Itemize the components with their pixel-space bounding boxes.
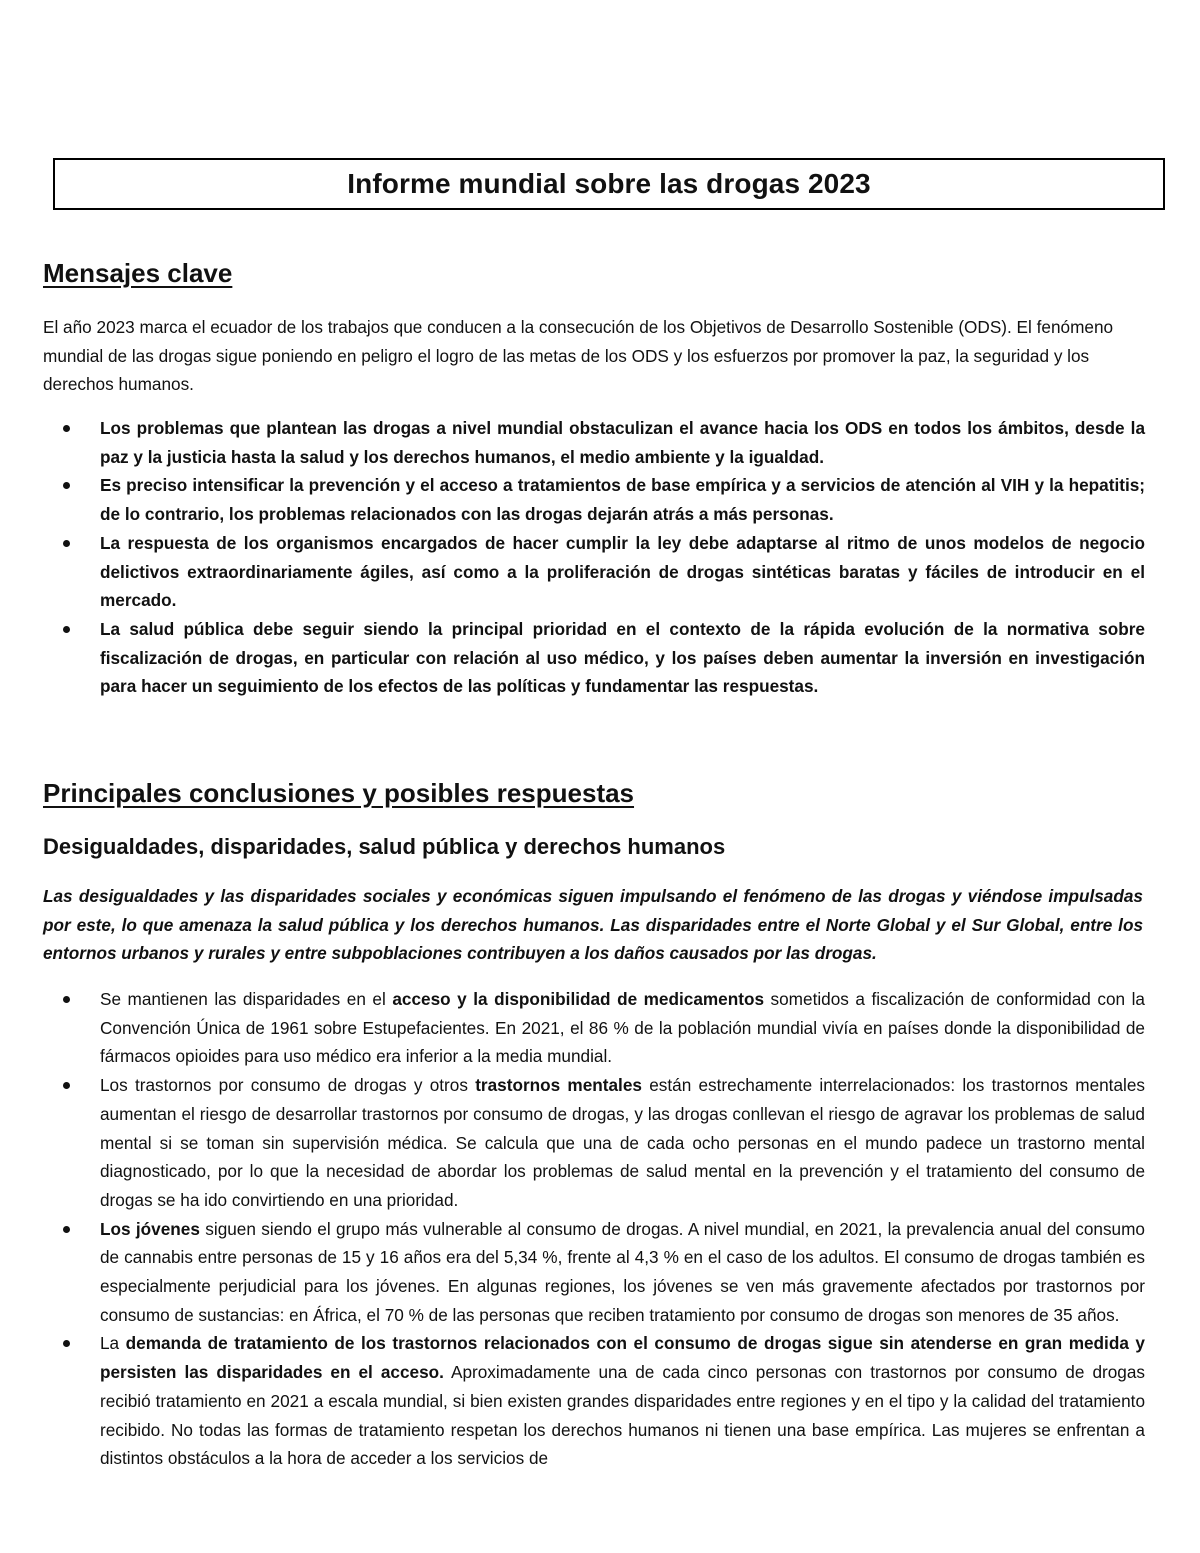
list-item	[0, 414, 1145, 471]
conclusions-summary: Las desigualdades y las disparidades sociales y económicas siguen impulsando el fenómeno de las drogas y viéndose impulsadas por este, lo que amenaza la salud pública y los derechos humanos. Las disparidades entre el Norte Global y el Sur Global, entre los entornos urbanos y rurales y entre subpoblaciones contribuyen a los daños causados por las drogas.	[43, 886, 1143, 964]
list-item-text-lead: Se mantienen las disparidades en el	[100, 989, 393, 1009]
list-item	[0, 529, 1145, 615]
bullet-icon	[63, 1082, 70, 1089]
list-item-text-bold: Los jóvenes	[100, 1218, 200, 1239]
list-item-text-lead: Los trastornos por consumo de drogas y otros	[100, 1075, 476, 1096]
bullet-icon	[63, 626, 70, 633]
list-item	[0, 1215, 1145, 1330]
list-item-text: Es preciso intensificar la prevención y el acceso a tratamientos de base empírica y a servicios de atención al VIH y la hepatitis; de lo contrario, los problemas relacionados con las drogas dejarán atrás a más personas.	[100, 475, 1145, 525]
list-item-text-rest: sometidos a fiscalización de conformidad con la Convención Única de 1961 sobre Estupefacientes. En 2021, el 86 % de la población mundial vivía en países donde la disponibilidad de fármacos opioides para uso médico era inferior a la media mundial.	[100, 989, 1145, 1067]
conclusions-list	[0, 985, 1145, 1473]
list-item-text-bold: trastornos mentales	[475, 1075, 642, 1096]
list-item-text-rest: están estrechamente interrelacionados: los trastornos mentales aumentan el riesgo de desarrollar trastornos por consumo de drogas, y las drogas conllevan el riesgo de agravar los problemas de salud mental si se toman sin supervisión médica. Se calcula que una de cada ocho personas en el mundo padece un trastorno mental diagnosticado, por lo que la necesidad de abordar los problemas de salud mental en la prevención y el tratamiento del consumo de drogas se ha ido convirtiendo en una prioridad.	[100, 1075, 1145, 1210]
list-item	[0, 1329, 1145, 1473]
key-messages-intro: El año 2023 marca el ecuador de los trabajos que conducen a la consecución de los Objetivos de Desarrollo Sostenible (ODS). El fenómeno mundial de las drogas sigue poniendo en peligro el logro de las metas de los ODS y los esfuerzos por promover la paz, la seguridad y los derechos humanos.	[43, 317, 1114, 395]
list-item	[0, 985, 1145, 1071]
bullet-icon	[63, 482, 70, 489]
bullet-icon	[63, 1340, 70, 1347]
list-item-text-rest: siguen siendo el grupo más vulnerable al consumo de drogas. A nivel mundial, en 2021, la prevalencia anual del consumo de cannabis entre personas de 15 y 16 años era del 5,34 %, frente al 4,3 % en el caso de los adultos. El consumo de drogas también es especialmente perjudicial para los jóvenes. En algunas regiones, los jóvenes se ven más gravemente afectados por trastornos por consumo de sustancias: en África, el 70 % de las personas que reciben tratamiento por consumo de drogas son menores de 35 años.	[100, 1218, 1145, 1325]
list-item-text-bold: acceso y la disponibilidad de medicamentos	[392, 989, 765, 1009]
bullet-icon	[63, 425, 70, 432]
list-item-text-bold: demanda de tratamiento de los trastornos relacionados con el consumo de drogas sigue sin atenderse en gran medida y persisten las disparidades en el acceso.	[100, 1333, 1145, 1383]
list-item-text: Los problemas que plantean las drogas a nivel mundial obstaculizan el avance hacia los ODS en todos los ámbitos, desde la paz y la justicia hasta la salud y los derechos humanos, el medio ambiente y la igualdad.	[100, 418, 1145, 467]
conclusions-heading: Principales conclusiones y posibles respuestas	[43, 778, 635, 808]
key-messages-heading: Mensajes clave	[43, 258, 233, 288]
list-item-text-lead: La	[100, 1333, 126, 1354]
list-item	[0, 471, 1145, 528]
bullet-icon	[63, 996, 70, 1003]
list-item-text: La respuesta de los organismos encargados de hacer cumplir la ley debe adaptarse al ritmo de unos modelos de negocio delictivos extraordinariamente ágiles, así como a la proliferación de drogas sintéticas baratas y fáciles de introducir en el mercado.	[100, 532, 1145, 611]
bullet-icon	[63, 540, 70, 547]
list-item-text-rest: Aproximadamente una de cada cinco personas con trastornos por consumo de drogas recibió tratamiento en 2021 a escala mundial, si bien existen grandes disparidades entre regiones y en el tipo y la calidad del tratamiento recibido. No todas las formas de tratamiento respetan los derechos humanos ni tienen una base empírica. Las mujeres se enfrentan a distintos obstáculos a la hora de acceder a los servicios de	[100, 1362, 1145, 1469]
title-box	[53, 158, 1165, 210]
bullet-icon	[63, 1226, 70, 1233]
list-item	[0, 1071, 1145, 1215]
conclusions-subheading: Desigualdades, disparidades, salud pública y derechos humanos	[43, 834, 726, 859]
list-item-text: La salud pública debe seguir siendo la principal prioridad en el contexto de la rápida evolución de la normativa sobre fiscalización de drogas, en particular con relación al uso médico, y los países deben aumentar la inversión en investigación para hacer un seguimiento de los efectos de las políticas y fundamentar las respuestas.	[100, 618, 1145, 697]
key-messages-list	[0, 414, 1145, 701]
document-title: Informe mundial sobre las drogas 2023	[347, 168, 871, 199]
list-item	[0, 615, 1145, 701]
